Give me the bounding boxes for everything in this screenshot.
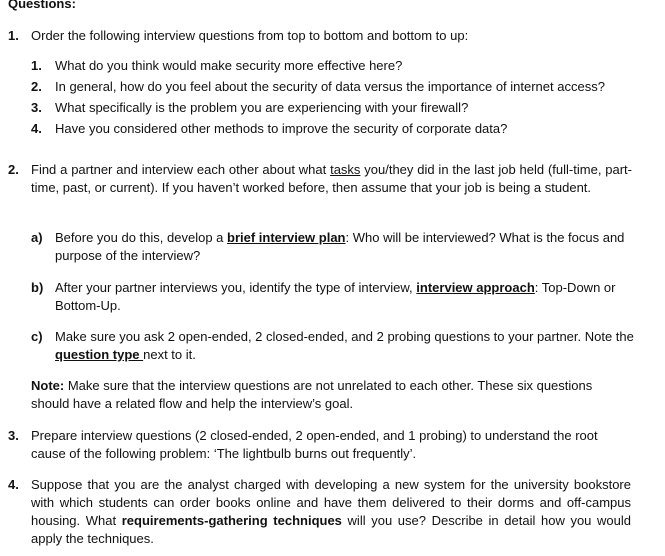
q2b-text: After your partner interviews you, identify the type of interview, interview approach: Top-Down or Bottom-Up.	[55, 280, 616, 313]
q1-item-1-number: 1.	[31, 58, 42, 73]
q2c-label: c)	[31, 329, 43, 344]
q2-text: Find a partner and interview each other about what tasks you/they did in the last job held (full-time, part-time, past, or current). If you haven’t worked before, then assume that your job is being a student.	[31, 162, 632, 195]
q1-item-2-text: In general, how do you feel about the security of data versus the importance of internet access?	[55, 79, 605, 94]
note-label: Note:	[31, 378, 65, 393]
requirements-gathering-term: requirements-gathering techniques	[121, 513, 342, 528]
q2-note: Note: Make sure that the interview questions are not unrelated to each other. These six questions should have a related flow and help the interview’s goal.	[31, 378, 593, 411]
q2-number: 2.	[8, 162, 19, 177]
q2b-label: b)	[31, 280, 44, 295]
q2a-label: a)	[31, 230, 43, 245]
tasks-term: tasks	[330, 162, 361, 177]
q1-number: 1.	[8, 28, 19, 43]
q3-text: Prepare interview questions (2 closed-ended, 2 open-ended, and 1 probing) to understand the root cause of the following problem: ‘The lightbulb burns out frequently’.	[31, 428, 598, 461]
q1-item-4-number: 4.	[31, 121, 42, 136]
q1-item-3-number: 3.	[31, 100, 42, 115]
q3-number: 3.	[8, 428, 19, 443]
question-type-term: question type	[55, 347, 144, 362]
q1-item-1-text: What do you think would make security more effective here?	[55, 58, 403, 73]
q1-text: Order the following interview questions from top to bottom and bottom to up:	[31, 28, 469, 43]
brief-interview-plan-term: brief interview plan	[227, 230, 346, 245]
q1-item-3-text: What specifically is the problem you are experiencing with your firewall?	[55, 100, 469, 115]
q1-item-4-text: Have you considered other methods to improve the security of corporate data?	[55, 121, 508, 136]
q2a-text: Before you do this, develop a brief interview plan: Who will be interviewed? What is the focus and purpose of the interview?	[55, 230, 625, 263]
q4-number: 4.	[8, 477, 19, 492]
questions-heading: Questions:	[8, 0, 76, 11]
q1-item-2-number: 2.	[31, 79, 42, 94]
q2c-text: Make sure you ask 2 open-ended, 2 closed-ended, and 2 probing questions to your partner. Note the question type next to it.	[55, 329, 634, 362]
interview-approach-term: interview approach	[416, 280, 535, 295]
q4-text: Suppose that you are the analyst charged with developing a new system for the university bookstore with which students can order books online and have them delivered to their dorms and off-campus housing. What requirements-gathering techniques will you use? Describe in detail how you would apply the techniques.	[31, 477, 632, 546]
